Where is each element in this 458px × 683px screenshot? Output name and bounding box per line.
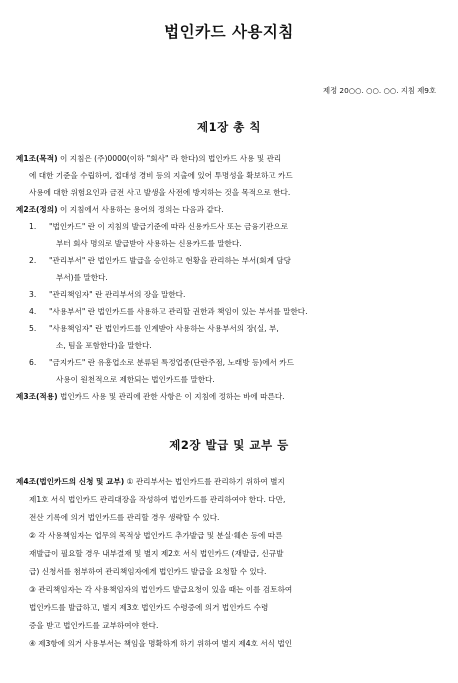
article-4-line: ② 각 사용책임자는 업무의 목적상 법인카드 추가발급 및 분실·훼손 등에 따른	[29, 531, 283, 540]
article-4-line: 증을 받고 법인카드를 교부하여야 한다.	[29, 621, 159, 630]
definition-item-cont: 사용이 원천적으로 제한되는 법인카드를 말한다.	[56, 375, 215, 384]
definition-item: 2. "관리부서" 란 법인카드 발급을 승인하고 현황을 관리하는 부서(회계 담당	[29, 256, 291, 265]
definition-item: 6. "금지카드" 란 유흥업소로 분류된 특정업종(단란주점, 노래방 등)에서 카드	[29, 358, 294, 367]
enactment-line: 제정 20○○. ○○. ○○. 지침 제9호	[323, 86, 436, 95]
article-3	[16, 391, 285, 402]
article-2-heading: 제2조(정의)	[16, 205, 58, 214]
article-4	[16, 476, 285, 487]
definition-item-cont: 소, 팀을 포함한다)을 말한다.	[56, 341, 152, 350]
document-title: 법인카드 사용지침	[164, 23, 294, 41]
article-1-heading: 제1조(목적)	[16, 154, 58, 163]
article-1-line: 사용에 대한 위험요인과 금전 사고 발생을 사전에 방지하는 것을 목적으로 한다.	[29, 188, 291, 197]
chapter-1-heading: 제1장 총 칙	[197, 120, 261, 134]
definition-item: 4. "사용부서" 란 법인카드를 사용하고 관리할 권한과 책임이 있는 부서를 말한다.	[29, 307, 308, 316]
definition-item: 1. "법인카드" 란 이 지침의 발급기준에 따라 신용카드사 또는 금융기관으로	[29, 222, 289, 231]
article-1-line: 에 대한 기준을 수립하여, 접대성 경비 등의 지출에 있어 투명성을 확보하고 카드	[29, 171, 293, 180]
article-4-line: 재발급이 필요할 경우 내부결재 및 별지 제2호 서식 법인카드 (재발급, 신규발	[29, 549, 284, 558]
article-1	[16, 153, 281, 164]
definition-item-cont: 부터 회사 명의로 발급받아 사용하는 신용카드를 말한다.	[56, 239, 242, 248]
article-2-text: 이 지침에서 사용하는 용어의 정의는 다음과 같다.	[57, 205, 224, 214]
article-4-line: ④ 제3항에 의거 사용부서는 책임을 명확하게 하기 위하여 별지 제4호 서식 법인	[29, 639, 293, 648]
definition-item: 5. "사용책임자" 란 법인카드를 인계받아 사용하는 사용부서의 장(실, 부,	[29, 324, 279, 333]
article-4-line: 급) 신청서를 첨부하여 관리책임자에게 법인카드 발급을 요청할 수 있다.	[29, 567, 267, 576]
article-4-line: ③ 관리책임자는 각 사용책임자의 법인카드 발급요청이 있을 때는 이를 검토하여	[29, 585, 293, 594]
definition-item: 3. "관리책임자" 란 관리부서의 장을 말한다.	[29, 290, 186, 299]
article-4-line: 제1호 서식 법인카드 관리대장을 작성하여 법인카드를 관리하여야 한다. 다만,	[29, 495, 286, 504]
article-2	[16, 204, 224, 215]
article-4-heading: 제4조(법인카드의 신청 및 교부)	[16, 477, 125, 486]
article-4-line: 전산 기록에 의거 법인카드를 관리할 경우 생략할 수 있다.	[29, 513, 220, 522]
article-1-text: 이 지침은 (주)0000(이하 "회사" 라 한다)의 법인카드 사용 및 관리	[57, 154, 282, 163]
article-3-text: 법인카드 사용 및 관리에 관한 사항은 이 지침에 정하는 바에 따른다.	[57, 392, 285, 401]
article-4-line: 법인카드를 발급하고, 별지 제3호 법인카드 수령증에 의거 법인카드 수령	[29, 603, 269, 612]
article-4-text: ① 관리부서는 법인카드를 관리하기 위하여 별지	[124, 477, 285, 486]
definition-item-cont: 부서)를 말한다.	[56, 273, 108, 282]
chapter-2-heading: 제2장 발급 및 교부 등	[169, 438, 289, 452]
article-3-heading: 제3조(적용)	[16, 392, 58, 401]
